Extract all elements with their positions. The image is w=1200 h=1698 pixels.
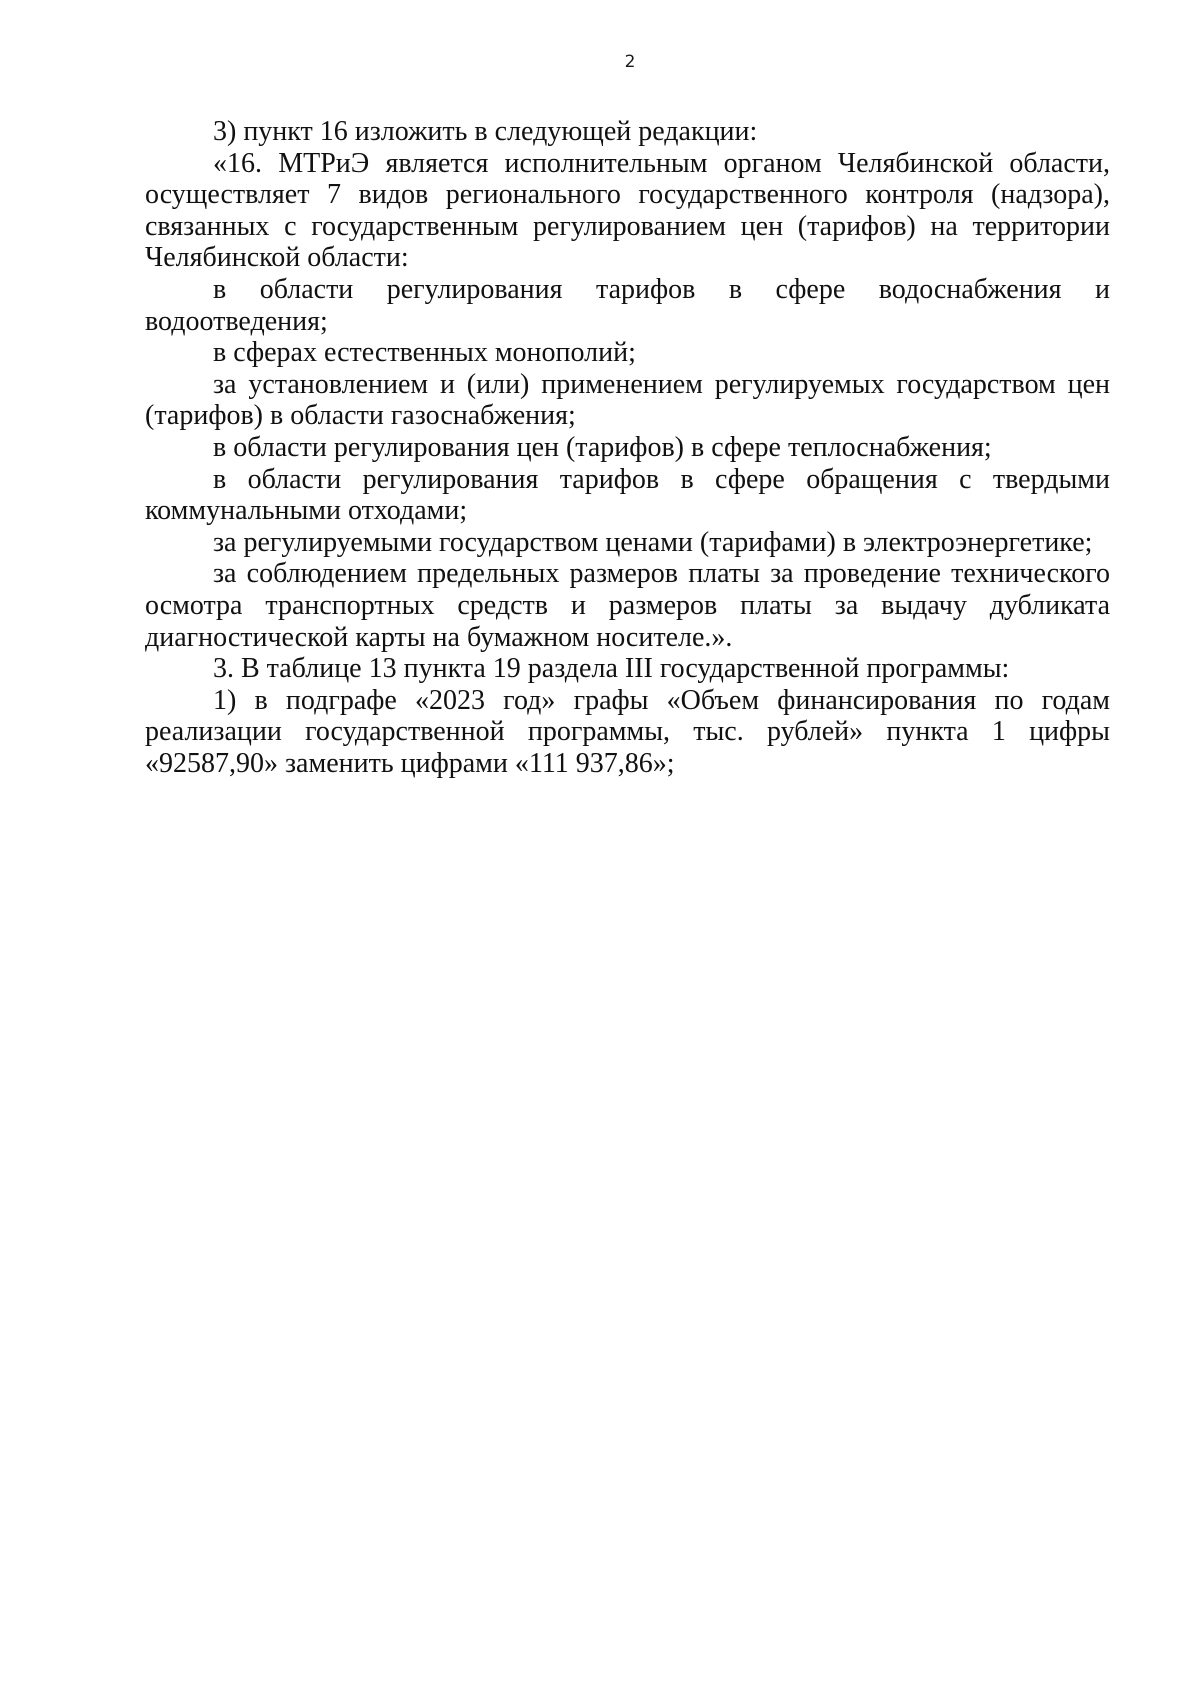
paragraph-technical-inspection-fees: за соблюдением предельных размеров платы за проведение технического осмотра транспортных средств и размеров платы за выдачу дубликата диагностической карты на бумажном носителе.». <box>145 558 1110 653</box>
paragraph-point-16-text: «16. МТРиЭ является исполнительным органом Челябинской области, осуществляет 7 видов регионального государственного контроля (надзора), связанных с государственным регулированием цен (тарифов) на территории Челябинской области: <box>145 147 1110 274</box>
paragraph-gas-supply-prices: за установлением и (или) применением регулируемых государством цен (тарифов) в области газоснабжения; <box>145 368 1110 432</box>
document-body <box>145 116 1110 779</box>
paragraph-electric-power-prices: за регулируемыми государством ценами (тарифами) в электроэнергетике; <box>213 526 1093 558</box>
page-number: 2 <box>624 52 636 72</box>
paragraph-item-3-heading: 3) пункт 16 изложить в следующей редакции: <box>213 116 758 147</box>
paragraph-natural-monopolies: в сферах естественных монополий; <box>213 337 636 369</box>
paragraph-funding-amount-change: 1) в подграфе «2023 год» графы «Объем финансирования по годам реализации государственной программы, тыс. рублей» пункта 1 цифры «92587,90» заменить цифрами «111 937,86»; <box>145 684 1110 779</box>
paragraph-solid-waste-tariffs: в области регулирования тарифов в сфере обращения с твердыми коммунальными отходами; <box>145 463 1110 527</box>
paragraph-water-supply-control: в области регулирования тарифов в сфере водоснабжения и водоотведения; <box>145 273 1110 337</box>
paragraph-table-13-heading: 3. В таблице 13 пункта 19 раздела III государственной программы: <box>213 653 1010 685</box>
paragraph-heat-supply-prices: в области регулирования цен (тарифов) в сфере теплоснабжения; <box>213 431 992 463</box>
